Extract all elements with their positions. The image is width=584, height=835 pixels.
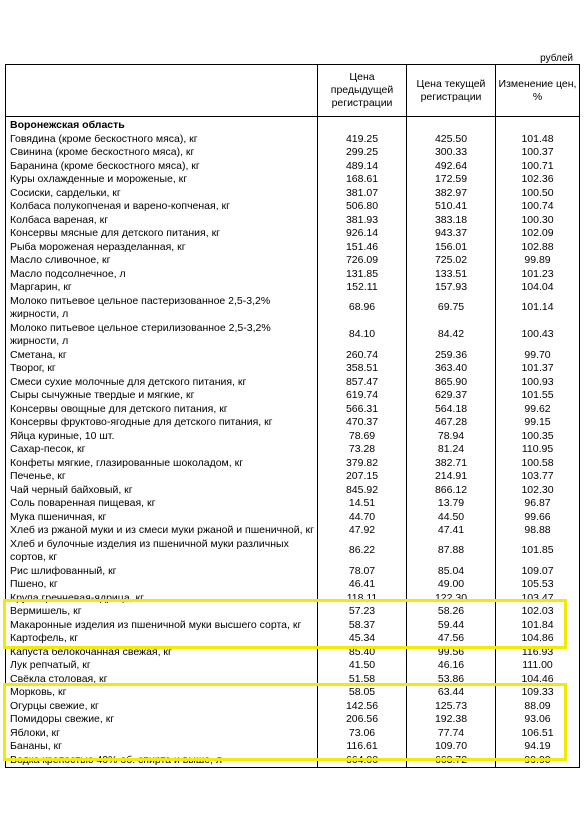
price-change: 98.88 <box>496 524 580 538</box>
price-change: 101.84 <box>496 619 580 633</box>
prev-price: 44.70 <box>318 511 407 525</box>
prev-price: 78.69 <box>318 430 407 444</box>
prev-price: 664.00 <box>318 754 407 768</box>
price-change: 102.88 <box>496 241 580 255</box>
curr-price: 46.16 <box>407 659 496 673</box>
table-row <box>6 443 580 457</box>
price-table <box>5 64 580 768</box>
prev-price: 206.56 <box>318 713 407 727</box>
curr-price: 943.37 <box>407 227 496 241</box>
price-change: 103.47 <box>496 592 580 606</box>
table-row <box>6 173 580 187</box>
table-row <box>6 430 580 444</box>
item-name: Капуста белокочанная свежая, кг <box>6 646 318 660</box>
price-change: 99.15 <box>496 416 580 430</box>
prev-price: 46.41 <box>318 578 407 592</box>
prev-price: 131.85 <box>318 268 407 282</box>
highlight-box-cereals <box>3 599 567 649</box>
table-header-row <box>6 65 580 117</box>
item-name: Картофель, кг <box>6 632 318 646</box>
prev-price: 86.22 <box>318 538 407 565</box>
curr-price: 109.70 <box>407 740 496 754</box>
table-row <box>6 403 580 417</box>
table-row <box>6 295 580 322</box>
item-name: Говядина (кроме бескостного мяса), кг <box>6 133 318 147</box>
price-change: 101.14 <box>496 295 580 322</box>
header-change: Изменение цен, % <box>496 65 580 117</box>
price-change: 101.23 <box>496 268 580 282</box>
table-row <box>6 538 580 565</box>
curr-price: 59.44 <box>407 619 496 633</box>
item-name: Колбаса вареная, кг <box>6 214 318 228</box>
price-change: 100.93 <box>496 376 580 390</box>
price-change: 109.33 <box>496 686 580 700</box>
item-name: Куры охлажденные и мороженые, кг <box>6 173 318 187</box>
item-name: Сахар-песок, кг <box>6 443 318 457</box>
prev-price: 58.05 <box>318 686 407 700</box>
item-name: Огурцы свежие, кг <box>6 700 318 714</box>
price-change: 116.93 <box>496 646 580 660</box>
prev-price: 84.10 <box>318 322 407 349</box>
item-name: Помидоры свежие, кг <box>6 713 318 727</box>
prev-price: 470.37 <box>318 416 407 430</box>
curr-price: 77.74 <box>407 727 496 741</box>
price-change: 100.30 <box>496 214 580 228</box>
curr-price: 99.56 <box>407 646 496 660</box>
prev-price: 299.25 <box>318 146 407 160</box>
item-name: Конфеты мягкие, глазированные шоколадом, кг <box>6 457 318 471</box>
item-name: Яйца куриные, 10 шт. <box>6 430 318 444</box>
table-row <box>6 416 580 430</box>
prev-price: 168.61 <box>318 173 407 187</box>
curr-price: 663.72 <box>407 754 496 768</box>
item-name: Маргарин, кг <box>6 281 318 295</box>
curr-price: 47.41 <box>407 524 496 538</box>
curr-price: 383.18 <box>407 214 496 228</box>
prev-price: 151.46 <box>318 241 407 255</box>
curr-price: 156.01 <box>407 241 496 255</box>
curr-price: 53.86 <box>407 673 496 687</box>
price-change: 101.55 <box>496 389 580 403</box>
item-name: Сыры сычужные твердые и мягкие, кг <box>6 389 318 403</box>
table-row <box>6 362 580 376</box>
curr-price: 63.44 <box>407 686 496 700</box>
item-name: Яблоки, кг <box>6 727 318 741</box>
item-name: Масло сливочное, кг <box>6 254 318 268</box>
item-name: Соль поваренная пищевая, кг <box>6 497 318 511</box>
unit-label: рублей <box>540 53 573 64</box>
curr-price: 363.40 <box>407 362 496 376</box>
item-name: Вермишель, кг <box>6 605 318 619</box>
item-name: Печенье, кг <box>6 470 318 484</box>
curr-price: 58.26 <box>407 605 496 619</box>
item-name: Масло подсолнечное, л <box>6 268 318 282</box>
price-change: 99.62 <box>496 403 580 417</box>
table-row <box>6 200 580 214</box>
item-name: Пшено, кг <box>6 578 318 592</box>
section-cell <box>407 117 496 133</box>
section-cell <box>318 117 407 133</box>
curr-price: 85.04 <box>407 565 496 579</box>
prev-price: 116.61 <box>318 740 407 754</box>
table-row <box>6 214 580 228</box>
curr-price: 564.18 <box>407 403 496 417</box>
curr-price: 84.42 <box>407 322 496 349</box>
price-change: 99.70 <box>496 349 580 363</box>
item-name: Молоко питьевое цельное пастеризованное 2,5-3,2% жирности, л <box>6 295 318 322</box>
table-row <box>6 241 580 255</box>
price-change: 100.50 <box>496 187 580 201</box>
curr-price: 125.73 <box>407 700 496 714</box>
table-row <box>6 227 580 241</box>
table-row <box>6 389 580 403</box>
item-name: Смеси сухие молочные для детского питания, кг <box>6 376 318 390</box>
item-name: Баранина (кроме бескостного мяса), кг <box>6 160 318 174</box>
item-name: Свинина (кроме бескостного мяса), кг <box>6 146 318 160</box>
price-change: 94.19 <box>496 740 580 754</box>
prev-price: 45.34 <box>318 632 407 646</box>
price-change: 101.85 <box>496 538 580 565</box>
prev-price: 58.37 <box>318 619 407 633</box>
prev-price: 207.15 <box>318 470 407 484</box>
prev-price: 619.74 <box>318 389 407 403</box>
table-row <box>6 470 580 484</box>
prev-price: 73.06 <box>318 727 407 741</box>
table-row <box>6 322 580 349</box>
curr-price: 214.91 <box>407 470 496 484</box>
price-change: 103.77 <box>496 470 580 484</box>
header-prev-price: Цена предыдущей регистрации <box>318 65 407 117</box>
prev-price: 926.14 <box>318 227 407 241</box>
table-row <box>6 281 580 295</box>
item-name: Лук репчатый, кг <box>6 659 318 673</box>
item-name: Бананы, кг <box>6 740 318 754</box>
prev-price: 73.28 <box>318 443 407 457</box>
price-change: 110.95 <box>496 443 580 457</box>
section-cell <box>496 117 580 133</box>
price-change: 96.87 <box>496 497 580 511</box>
price-change: 88.09 <box>496 700 580 714</box>
price-change: 100.43 <box>496 322 580 349</box>
prev-price: 260.74 <box>318 349 407 363</box>
item-name: Морковь, кг <box>6 686 318 700</box>
curr-price: 192.38 <box>407 713 496 727</box>
item-name: Хлеб из ржаной муки и из смеси муки ржаной и пшеничной, кг <box>6 524 318 538</box>
price-change: 104.04 <box>496 281 580 295</box>
price-change: 102.36 <box>496 173 580 187</box>
item-name: Сосиски, сардельки, кг <box>6 187 318 201</box>
prev-price: 379.82 <box>318 457 407 471</box>
prev-price: 358.51 <box>318 362 407 376</box>
table-row <box>6 254 580 268</box>
prev-price: 381.07 <box>318 187 407 201</box>
table-row <box>6 187 580 201</box>
item-name: Хлеб и булочные изделия из пшеничной муки различных сортов, кг <box>6 538 318 565</box>
item-name: Творог, кг <box>6 362 318 376</box>
table-row <box>6 457 580 471</box>
price-change: 106.51 <box>496 727 580 741</box>
curr-price: 382.71 <box>407 457 496 471</box>
item-name: Консервы овощные для детского питания, кг <box>6 403 318 417</box>
section-title: Воронежская область <box>6 117 318 133</box>
item-name: Колбаса полукопченая и варено-копченая, кг <box>6 200 318 214</box>
item-name: Крупа гречневая-ядрица, кг <box>6 592 318 606</box>
curr-price: 69.75 <box>407 295 496 322</box>
item-name: Рис шлифованный, кг <box>6 565 318 579</box>
price-change: 100.74 <box>496 200 580 214</box>
table-row <box>6 484 580 498</box>
prev-price: 857.47 <box>318 376 407 390</box>
table-row <box>6 497 580 511</box>
table-row <box>6 160 580 174</box>
curr-price: 382.97 <box>407 187 496 201</box>
prev-price: 118.11 <box>318 592 407 606</box>
table-row <box>6 659 580 673</box>
price-change: 99.66 <box>496 511 580 525</box>
curr-price: 510.41 <box>407 200 496 214</box>
curr-price: 157.93 <box>407 281 496 295</box>
curr-price: 259.36 <box>407 349 496 363</box>
prev-price: 566.31 <box>318 403 407 417</box>
prev-price: 41.50 <box>318 659 407 673</box>
curr-price: 425.50 <box>407 133 496 147</box>
price-change: 104.46 <box>496 673 580 687</box>
item-name: Консервы фруктово-ягодные для детского питания, кг <box>6 416 318 430</box>
item-name: Водка крепостью 40% об. спирта и выше, л <box>6 754 318 768</box>
prev-price: 506.80 <box>318 200 407 214</box>
price-change: 104.86 <box>496 632 580 646</box>
price-change: 100.71 <box>496 160 580 174</box>
curr-price: 133.51 <box>407 268 496 282</box>
curr-price: 122.30 <box>407 592 496 606</box>
prev-price: 47.92 <box>318 524 407 538</box>
header-name-column <box>6 65 318 117</box>
curr-price: 87.88 <box>407 538 496 565</box>
section-row <box>6 117 580 133</box>
item-name: Сметана, кг <box>6 349 318 363</box>
curr-price: 78.94 <box>407 430 496 444</box>
prev-price: 57.23 <box>318 605 407 619</box>
price-change: 93.06 <box>496 713 580 727</box>
curr-price: 866.12 <box>407 484 496 498</box>
table-row <box>6 349 580 363</box>
price-change: 109.07 <box>496 565 580 579</box>
price-change: 99.90 <box>496 754 580 768</box>
price-change: 100.37 <box>496 146 580 160</box>
prev-price: 78.07 <box>318 565 407 579</box>
item-name: Мука пшеничная, кг <box>6 511 318 525</box>
curr-price: 865.90 <box>407 376 496 390</box>
curr-price: 13.79 <box>407 497 496 511</box>
table-row <box>6 578 580 592</box>
prev-price: 419.25 <box>318 133 407 147</box>
prev-price: 51.58 <box>318 673 407 687</box>
prev-price: 381.93 <box>318 214 407 228</box>
header-curr-price: Цена текущей регистрации <box>407 65 496 117</box>
curr-price: 725.02 <box>407 254 496 268</box>
price-change: 100.58 <box>496 457 580 471</box>
curr-price: 81.24 <box>407 443 496 457</box>
curr-price: 47.56 <box>407 632 496 646</box>
item-name: Консервы мясные для детского питания, кг <box>6 227 318 241</box>
table-row <box>6 511 580 525</box>
curr-price: 492.64 <box>407 160 496 174</box>
table-row <box>6 376 580 390</box>
table-row <box>6 565 580 579</box>
prev-price: 726.09 <box>318 254 407 268</box>
curr-price: 300.33 <box>407 146 496 160</box>
table-row <box>6 133 580 147</box>
curr-price: 629.37 <box>407 389 496 403</box>
item-name: Макаронные изделия из пшеничной муки высшего сорта, кг <box>6 619 318 633</box>
price-change: 102.30 <box>496 484 580 498</box>
prev-price: 68.96 <box>318 295 407 322</box>
prev-price: 85.40 <box>318 646 407 660</box>
price-change: 102.03 <box>496 605 580 619</box>
price-change: 111.00 <box>496 659 580 673</box>
table-row <box>6 146 580 160</box>
prev-price: 489.14 <box>318 160 407 174</box>
prev-price: 14.51 <box>318 497 407 511</box>
highlight-box-vegetables <box>3 683 567 761</box>
curr-price: 467.28 <box>407 416 496 430</box>
price-change: 101.37 <box>496 362 580 376</box>
item-name: Чай черный байховый, кг <box>6 484 318 498</box>
prev-price: 142.56 <box>318 700 407 714</box>
price-change: 105.53 <box>496 578 580 592</box>
curr-price: 44.50 <box>407 511 496 525</box>
prev-price: 845.92 <box>318 484 407 498</box>
price-change: 102.09 <box>496 227 580 241</box>
table-row <box>6 268 580 282</box>
item-name: Свёкла столовая, кг <box>6 673 318 687</box>
curr-price: 49.00 <box>407 578 496 592</box>
price-change: 100.35 <box>496 430 580 444</box>
table-row <box>6 524 580 538</box>
curr-price: 172.59 <box>407 173 496 187</box>
price-change: 99.89 <box>496 254 580 268</box>
price-change: 101.48 <box>496 133 580 147</box>
item-name: Рыба мороженая неразделанная, кг <box>6 241 318 255</box>
prev-price: 152.11 <box>318 281 407 295</box>
item-name: Молоко питьевое цельное стерилизованное 2,5-3,2% жирности, л <box>6 322 318 349</box>
